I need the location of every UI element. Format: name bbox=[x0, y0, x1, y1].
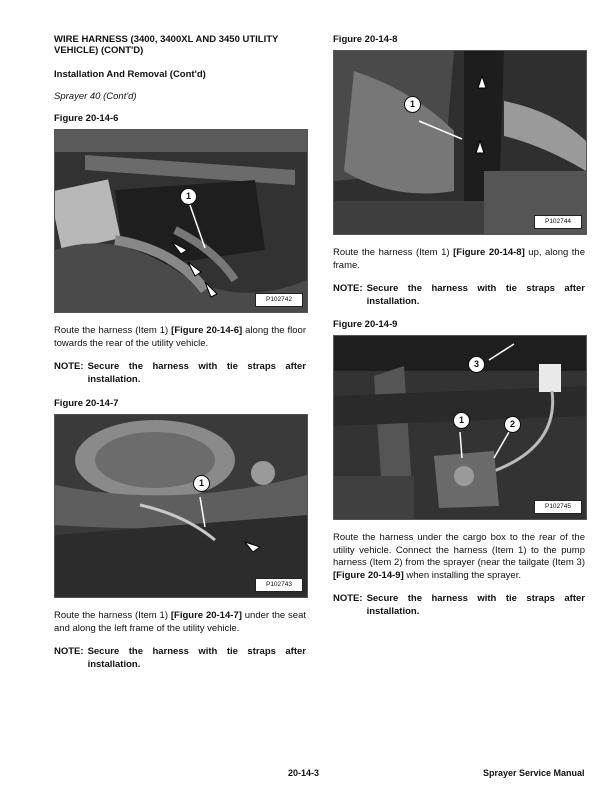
left-column bbox=[54, 34, 306, 671]
note-tie-straps-4: NOTE: Secure the harness with tie straps after installation. bbox=[333, 593, 585, 617]
photo-figure-20-14-7 bbox=[54, 414, 308, 598]
figure-title-20-14-6: Figure 20-14-6 bbox=[54, 113, 119, 124]
manual-title: Sprayer Service Manual bbox=[483, 768, 585, 778]
paragraph-route-cargo-box: Route the harness under the cargo box to the rear of the utility vehicle. Connect the harness (Item 1) to the pump harness (Item 2) from the sprayer (near the tailgate (Item 3) [Figure 20-14-9] when installing the sprayer. bbox=[333, 532, 585, 581]
paragraph-route-frame: Route the harness (Item 1) [Figure 20-14-8] up, along the frame. bbox=[333, 247, 586, 271]
callout-item-1: 1 bbox=[193, 475, 210, 492]
section-header-line1: WIRE HARNESS (3400, 3400XL AND 3450 UTILITY bbox=[54, 34, 279, 45]
paragraph-route-floor: Route the harness (Item 1) [Figure 20-14-6] along the floor towards the rear of the utility vehicle. bbox=[54, 325, 306, 349]
figure-title-20-14-7: Figure 20-14-7 bbox=[54, 398, 119, 409]
page-number: 20-14-3 bbox=[288, 768, 320, 778]
photo-number: P102743 bbox=[255, 578, 303, 592]
callout-item-1: 1 bbox=[453, 412, 470, 429]
italic-heading: Sprayer 40 (Cont'd) bbox=[54, 91, 137, 102]
figure-title-20-14-9: Figure 20-14-9 bbox=[333, 319, 398, 330]
photo-number: P102742 bbox=[255, 293, 303, 307]
note-tie-straps-1: NOTE: Secure the harness with tie straps after installation. bbox=[54, 361, 306, 385]
paragraph-route-seat: Route the harness (Item 1) [Figure 20-14-7] under the seat and along the left frame of the utility vehicle. bbox=[54, 610, 306, 634]
section-header-line2: VEHICLE) (CONT'D) bbox=[54, 45, 144, 56]
figure-title-20-14-8: Figure 20-14-8 bbox=[333, 34, 398, 45]
photo-figure-20-14-9 bbox=[333, 335, 587, 520]
photo-figure-20-14-8 bbox=[333, 50, 587, 235]
right-column bbox=[333, 34, 585, 618]
note-tie-straps-2: NOTE: Secure the harness with tie straps after installation. bbox=[54, 646, 306, 670]
callout-item-3: 3 bbox=[468, 356, 485, 373]
callout-item-1: 1 bbox=[404, 96, 421, 113]
callout-item-2: 2 bbox=[504, 416, 521, 433]
photo-number: P102745 bbox=[534, 500, 582, 514]
photo-number: P102744 bbox=[534, 215, 582, 229]
callout-item-1: 1 bbox=[180, 188, 197, 205]
note-tie-straps-3: NOTE: Secure the harness with tie straps after installation. bbox=[333, 283, 585, 307]
photo-figure-20-14-6 bbox=[54, 129, 308, 313]
subheader: Installation And Removal (Cont'd) bbox=[54, 69, 206, 80]
